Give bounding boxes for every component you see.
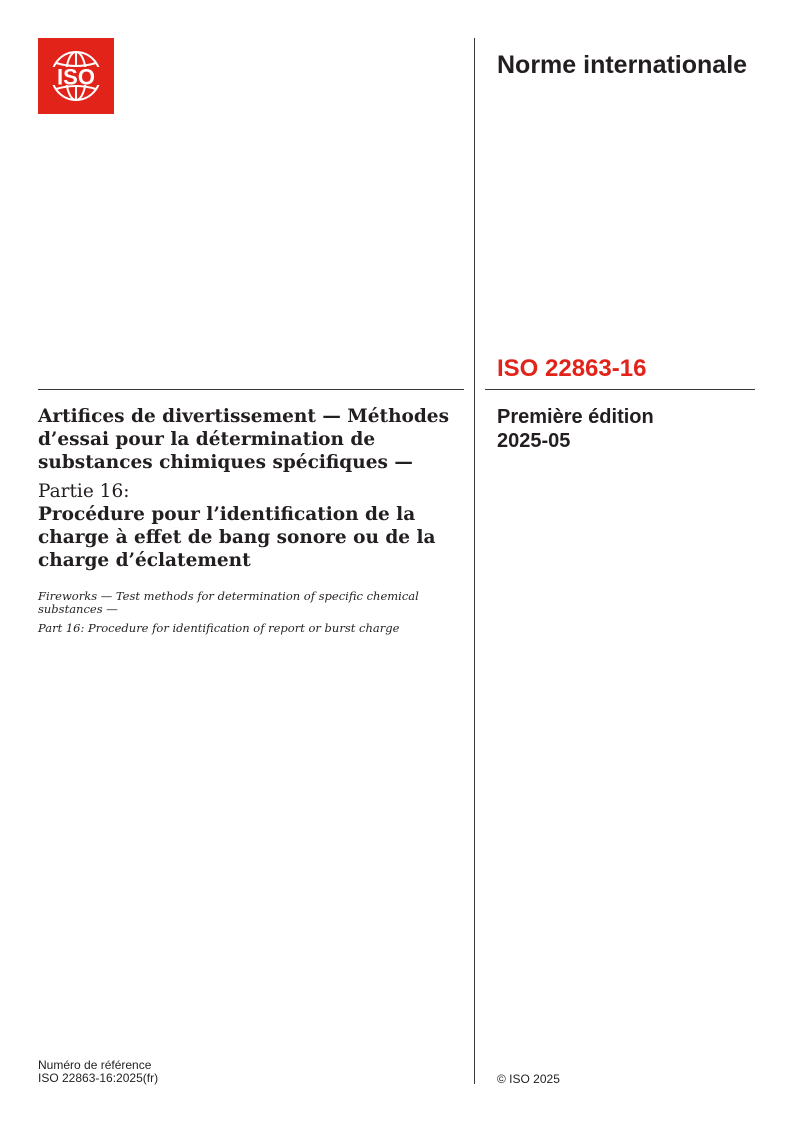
edition-block [497, 405, 757, 453]
part-label: Partie 16: [38, 481, 130, 502]
english-title: Fireworks — Test methods for determination of specific chemical substances — [38, 589, 419, 616]
iso-logo [38, 38, 114, 114]
right-horizontal-divider [485, 389, 755, 390]
left-horizontal-divider [38, 389, 464, 390]
iso-logo-text: ISO [57, 64, 95, 90]
part-title: Procédure pour l’identification de la charge à effet de bang sonore ou de la charge d’éclatement [38, 504, 436, 571]
reference-value: ISO 22863-16:2025(fr) [38, 1071, 159, 1085]
reference-label: Numéro de référence [38, 1058, 152, 1072]
main-title: Artifices de divertissement — Méthodes d’essai pour la détermination de substances chimiques spécifiques — [38, 406, 449, 473]
document-type: Norme internationale [497, 51, 748, 79]
copyright: © ISO 2025 [497, 1072, 560, 1086]
title-block [38, 405, 464, 635]
edition-date: 2025-05 [497, 430, 571, 452]
vertical-divider [474, 38, 475, 1084]
document-number: ISO 22863-16 [497, 355, 647, 382]
english-part-title: Part 16: Procedure for identification of report or burst charge [38, 621, 400, 635]
reference-number [38, 1059, 158, 1085]
edition-label: Première édition [497, 406, 654, 428]
